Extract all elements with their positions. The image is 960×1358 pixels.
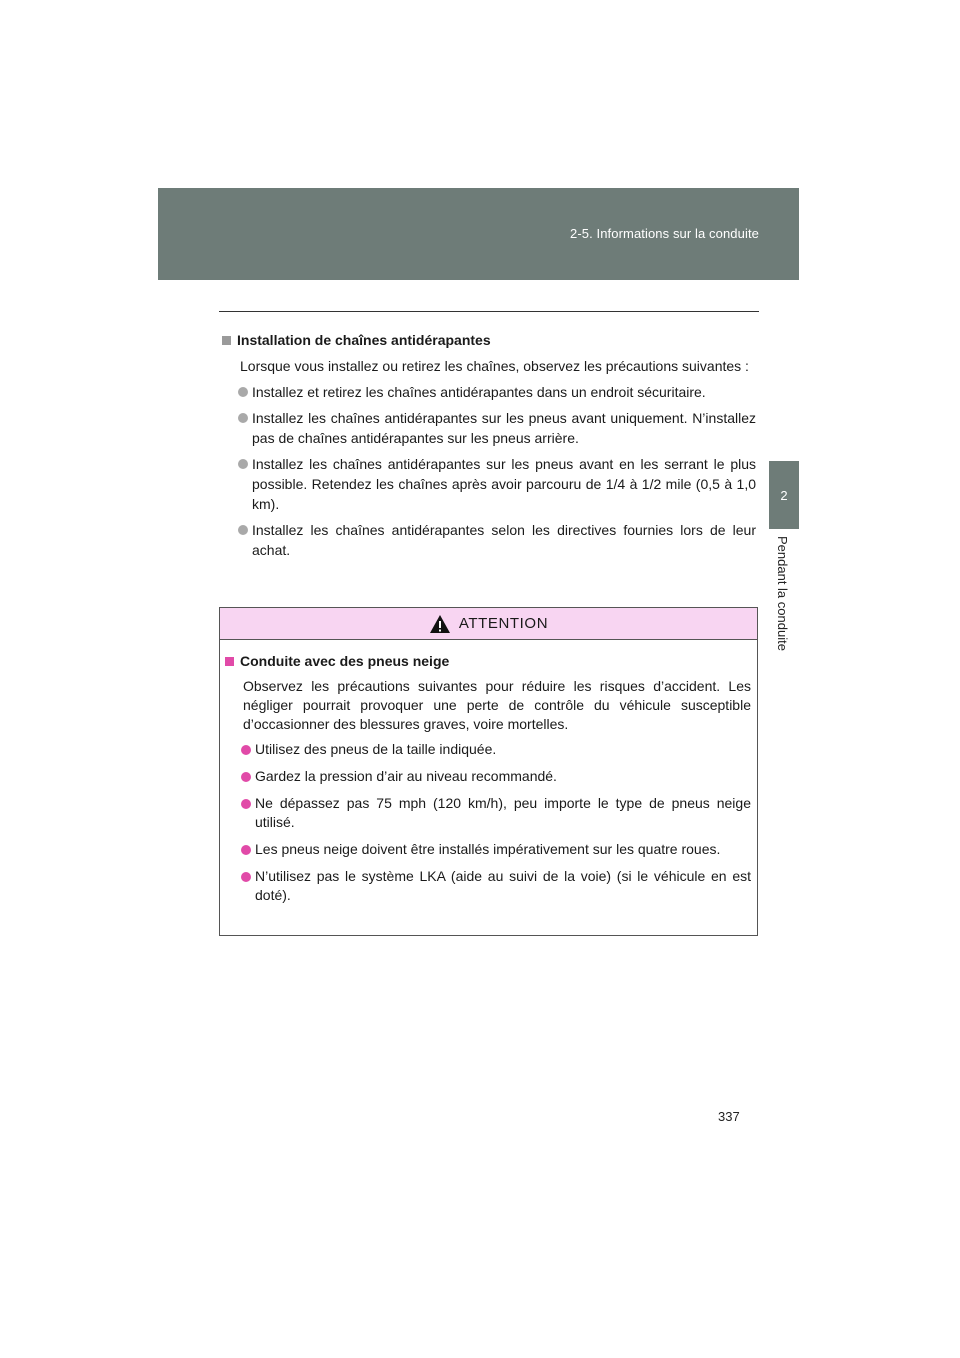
chapter-tab-number: 2 — [769, 461, 799, 529]
list-item — [222, 408, 756, 448]
list-item-text: Installez les chaînes antidérapantes selon les directives fournies lors de leur achat. — [252, 522, 756, 558]
list-item-text: Les pneus neige doivent être installés impérativement sur les quatre roues. — [255, 841, 721, 857]
section-heading — [222, 330, 756, 350]
list-item — [225, 767, 751, 786]
list-item-text: Installez les chaînes antidérapantes sur les pneus avant en les serrant le plus possible. Retendez les chaînes après avoir parcouru de 1/4 à 1/2 mile (0,5 à 1,0 km). — [252, 456, 756, 512]
warning-triangle-icon — [429, 614, 451, 634]
list-item — [225, 794, 751, 832]
page-number: 337 — [718, 1109, 740, 1124]
list-item — [225, 867, 751, 905]
square-bullet-icon — [222, 336, 231, 345]
warning-intro: Observez les précautions suivantes pour réduire les risques d’accident. Les négliger pourrait provoquer une perte de contrôle du véhicule susceptible d’occasionner des blessures graves, voire mortelles. — [243, 678, 751, 732]
chains-section — [222, 330, 756, 566]
section-divider — [219, 311, 759, 312]
list-item-text: Installez les chaînes antidérapantes sur les pneus avant uniquement. N’installez pas de chaînes antidérapantes sur les pneus arrière. — [252, 410, 756, 446]
circle-bullet-icon — [238, 413, 248, 423]
circle-bullet-icon — [238, 387, 248, 397]
warning-body — [220, 640, 757, 905]
list-item-text: Gardez la pression d’air au niveau recommandé. — [255, 768, 557, 784]
section-heading-text: Installation de chaînes antidérapantes — [237, 332, 491, 348]
list-item-text: Utilisez des pneus de la taille indiquée. — [255, 741, 497, 757]
warning-title: ATTENTION — [458, 615, 549, 632]
list-item — [222, 382, 756, 402]
chapter-tab-label-text: Pendant la conduite — [775, 536, 790, 651]
list-item-text: Ne dépassez pas 75 mph (120 km/h), peu importe le type de pneus neige utilisé. — [255, 795, 751, 830]
circle-bullet-icon — [241, 745, 251, 755]
chapter-title: 2-5. Informations sur la conduite — [569, 226, 759, 241]
list-item — [222, 520, 756, 560]
circle-bullet-icon — [238, 525, 248, 535]
warning-heading — [225, 652, 751, 671]
warning-box — [219, 607, 758, 936]
circle-bullet-icon — [238, 459, 248, 469]
section-intro: Lorsque vous installez ou retirez les chaînes, observez les précautions suivantes : — [240, 358, 749, 374]
circle-bullet-icon — [241, 772, 251, 782]
warning-bullet-list — [225, 740, 751, 905]
circle-bullet-icon — [241, 845, 251, 855]
section-bullet-list — [222, 382, 756, 560]
list-item — [225, 740, 751, 759]
circle-bullet-icon — [241, 872, 251, 882]
warning-heading-text: Conduite avec des pneus neige — [240, 653, 450, 669]
chapter-tab-label — [776, 536, 792, 666]
list-item-text: Installez et retirez les chaînes antidérapantes dans un endroit sécuritaire. — [252, 384, 706, 400]
list-item — [222, 454, 756, 514]
circle-bullet-icon — [241, 799, 251, 809]
list-item — [225, 840, 751, 859]
warning-header — [220, 608, 757, 640]
list-item-text: N’utilisez pas le système LKA (aide au suivi de la voie) (si le véhicule en est doté). — [255, 868, 751, 903]
header-band — [158, 188, 799, 280]
square-bullet-icon — [225, 657, 234, 666]
